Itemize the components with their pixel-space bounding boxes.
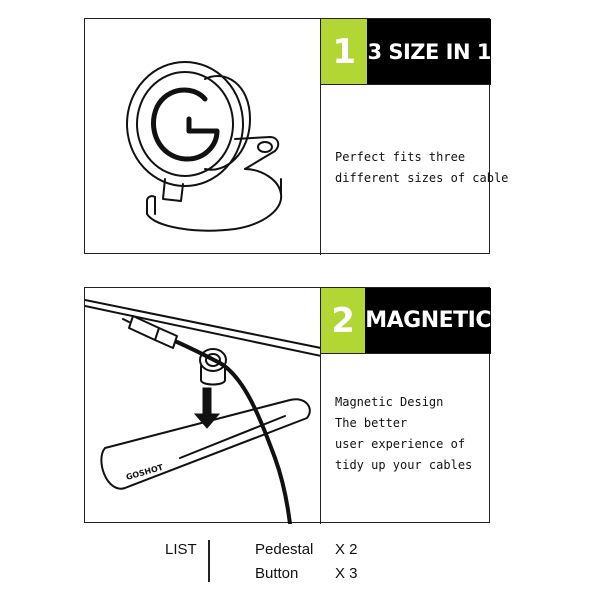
list-item-name: Button: [255, 565, 299, 582]
list-item-quantity: X 3: [335, 565, 358, 582]
list-item: [255, 565, 395, 582]
list-label: LIST: [165, 541, 197, 558]
description-line: Perfect fits three: [335, 150, 466, 164]
cable-clip-drawing: [85, 19, 321, 255]
package-list: [165, 538, 425, 586]
description-line: different sizes of cable: [335, 171, 509, 185]
feature-header: [321, 19, 491, 85]
magnetic-illustration: [85, 288, 321, 524]
list-item-quantity: X 2: [335, 541, 358, 558]
feature-title: MAGNETIC: [365, 288, 491, 353]
brand-text: GOSHOT: [125, 462, 165, 482]
list-divider: [208, 540, 210, 582]
list-item: [255, 541, 395, 558]
feature-description: [335, 392, 472, 476]
feature-number: 1: [321, 19, 367, 84]
clip-illustration: [85, 19, 321, 255]
feature-description: [335, 147, 508, 189]
feature-panel-size: [84, 18, 509, 254]
arrow-down-icon: [195, 388, 219, 428]
description-line: Magnetic Design: [335, 395, 444, 409]
feature-number: 2: [321, 288, 365, 353]
feature-header: [321, 288, 491, 354]
description-line: user experience of: [335, 437, 466, 451]
magnetic-clip-drawing: [85, 288, 321, 524]
description-line: The better: [335, 416, 408, 430]
feature-title: 3 SIZE IN 1: [367, 19, 491, 84]
list-item-name: Pedestal: [255, 541, 314, 558]
description-line: tidy up your cables: [335, 458, 473, 472]
feature-panel-magnetic: [84, 287, 490, 523]
